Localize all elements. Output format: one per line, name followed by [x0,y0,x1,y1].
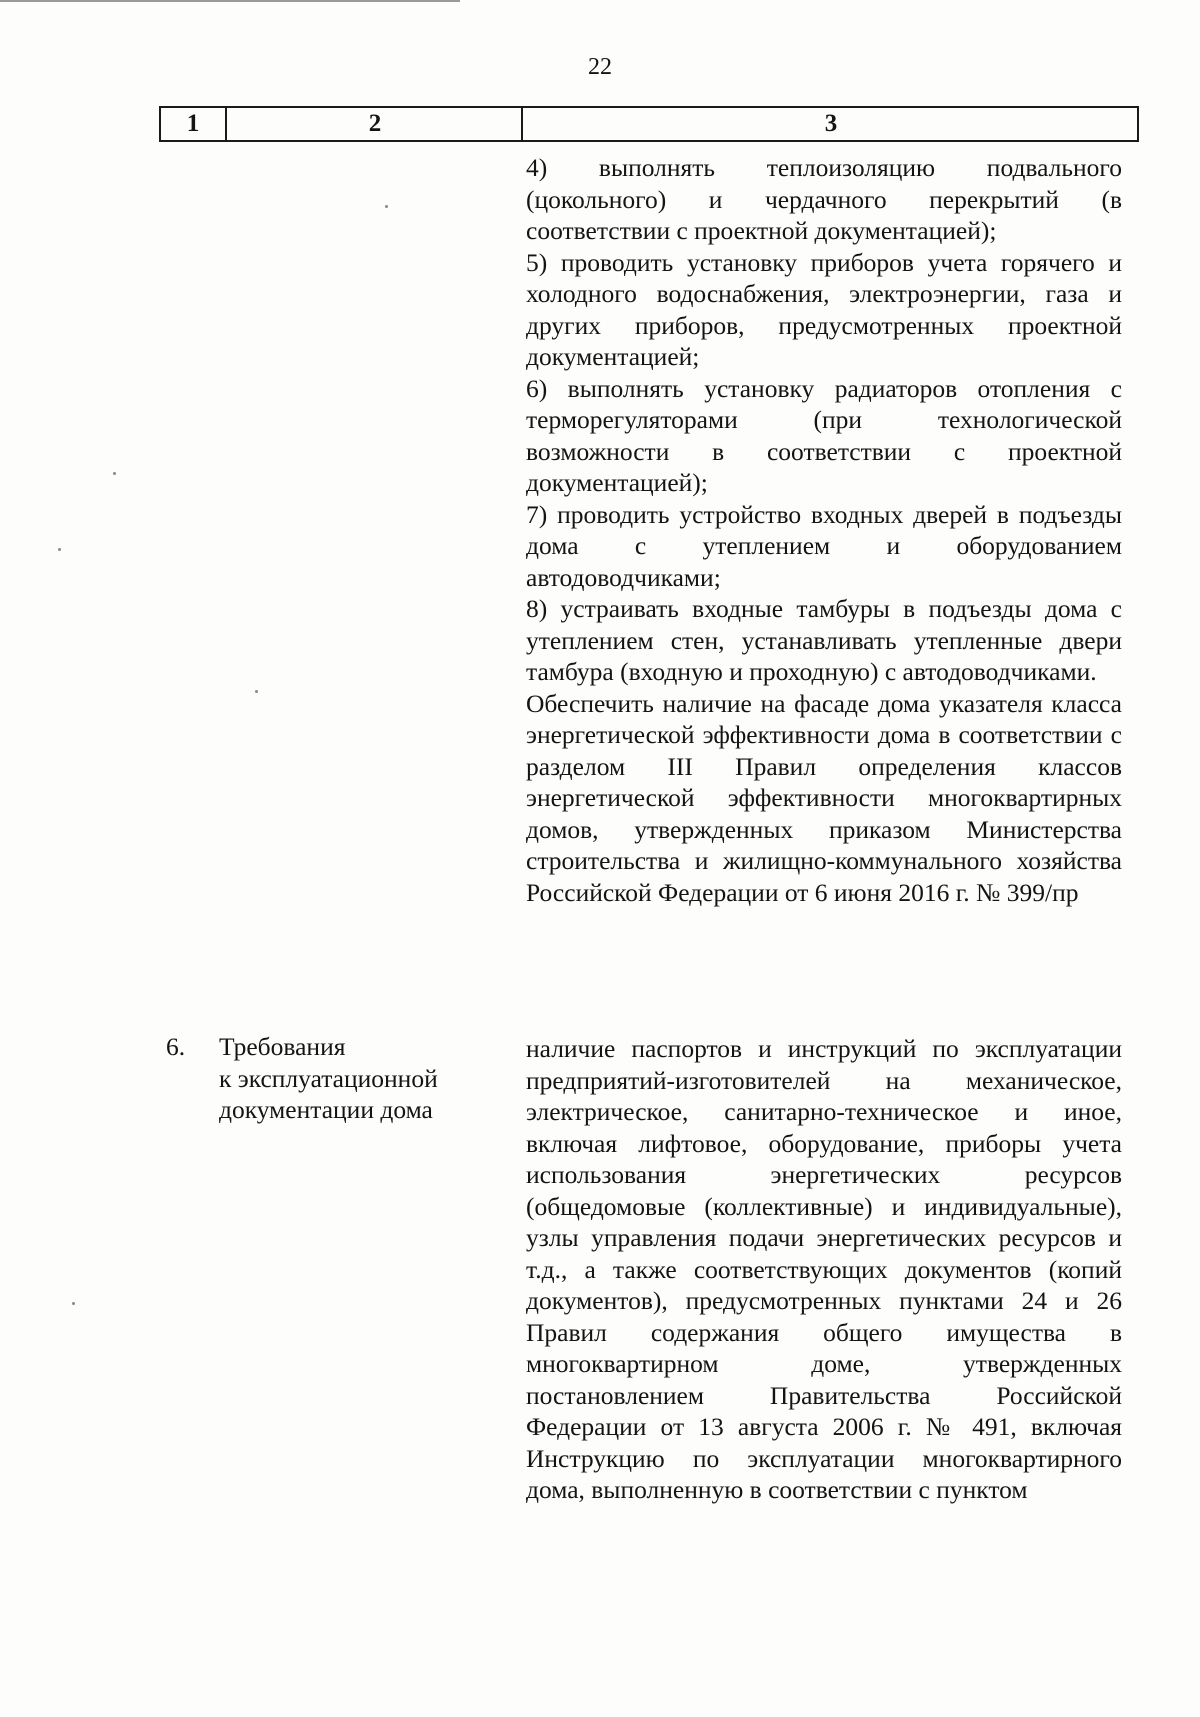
paragraph-energy-class-sign: Обеспечить наличие на фасаде дома указателя класса энергетической эффективности дома в соответствии с разделом III Правил определения классов энергетической эффективности многоквартирных домов, утвержденных приказом Министерства строительства и жилищно-коммунального хозяйства Российской Федерации от 6 июня 2016 г. № 399/пр [526,688,1122,907]
paragraph-item-7: 7) проводить устройство входных дверей в подъезды дома с утеплением и оборудованием автодоводчиками; [526,499,1122,592]
scan-speck [255,690,258,693]
scan-speck [113,472,116,475]
paragraph-item-8: 8) устраивать входные тамбуры в подъезды дома с утеплением стен, устанавливать утепленные двери тамбура (входную и проходную) с автодоводчиками. [526,594,1122,686]
row-6-title-line: Требования [219,1032,346,1061]
column-header-3: 3 [521,108,1139,140]
paragraph-item-6: 6) выполнять установку радиаторов отопления с терморегуляторами (при технологической возможности в соответствии с проектной документацией); [526,373,1122,497]
scan-edge-line [0,0,460,2]
row-6-number: 6. [166,1032,186,1061]
row-6-title-line: документации дома [219,1095,433,1124]
paragraph-item-4: 4) выполнять теплоизоляцию подвального (цокольного) и чердачного перекрытий (в соответствии с проектной документацией); [526,153,1122,245]
row-6-title [219,1031,481,1126]
row-6-title-line: к эксплуатационной [219,1063,438,1093]
paragraph-item-5: 5) проводить установку приборов учета горячего и холодного водоснабжения, электроэнергии, газа и других приборов, предусмотренных проектной документацией; [526,247,1122,371]
scan-speck [385,205,388,208]
column-header-2: 2 [368,110,382,137]
row-5-continuation-text [526,152,1122,908]
row-6-paragraph: наличие паспортов и инструкций по эксплуатации предприятий-изготовителей на механическое, электрическое, санитарно-техническое и иное, включая лифтовое, оборудование, приборы учета использования энергетических ресурсов (общедомовые (коллективные) и индивидуальные), узлы управления подачи энергетических ресурсов и т.д., а также соответствующих документов (копий документов), предусмотренных пунктами 24 и 26 Правил содержания общего имущества в многоквартирном доме, утвержденных постановлением Правительства Российской Федерации от 13 августа 2006 г. № 491, включая Инструкцию по эксплуатации многоквартирного дома, выполненную в соответствии с пунктом [526,1034,1122,1504]
table-header-row [159,106,1139,142]
column-header-1: 1 [161,108,227,140]
scan-speck [72,1302,75,1305]
row-6-requirements-text [526,1033,1122,1506]
page-number: 22 [588,54,612,80]
scan-speck [58,548,61,551]
